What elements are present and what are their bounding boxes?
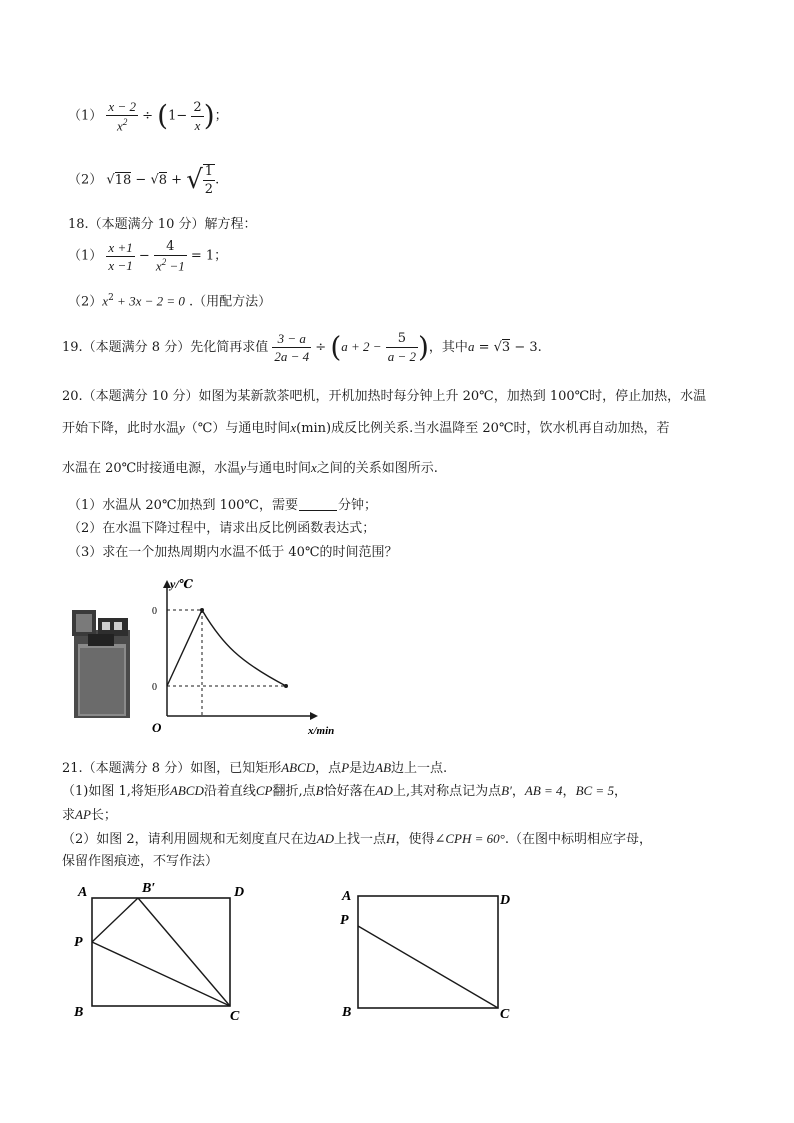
temperature-graph	[140, 574, 340, 740]
figure-1	[66, 878, 256, 1028]
label-D: D	[500, 893, 511, 908]
y-axis-label: y/℃	[170, 577, 194, 591]
fraction: $\frac{2}{x}$	[193, 99, 202, 133]
q18-item1: （1） $\frac{x +1}{x -1}$ − $\frac{4}{x^2 -1}$ = 1；	[68, 239, 228, 274]
q20-line1: 20.（本题满分 10 分）如图为某新款茶吧机，开机加热时每分钟上升 20℃，加热到 100℃时，停止加热，水温	[62, 389, 707, 404]
q20-sub3: （3）求在一个加热周期内水温不低于 40℃的时间范围？	[68, 545, 398, 560]
answer-blank[interactable]	[299, 498, 337, 511]
segment-pbprime	[92, 898, 138, 942]
q21-line2: （1)如图 1,将矩形ABCD沿着直线CP翻折,点B恰好落在AD上,其对称点记为点B′，AB = 4，BC = 5，	[62, 783, 627, 799]
label-Bprime: B′	[142, 881, 156, 896]
rectangle-abcd	[358, 896, 498, 1008]
fraction: $\frac{x +1}{x -1}$	[108, 239, 133, 273]
tick-label-high: 0	[152, 606, 157, 617]
tea-machine-image	[68, 604, 138, 720]
fraction: $\frac{1}{2}$	[204, 164, 214, 197]
q21-line5: 保留作图痕迹，不写作法）	[62, 854, 219, 869]
label-B: B	[342, 1005, 352, 1020]
label-P: P	[74, 935, 83, 950]
q21-line4: （2）如图 2，请利用圆规和无刻度直尺在边AD上找一点H，使得∠CPH = 60°.（在图中标明相应字母，	[62, 831, 652, 847]
q18-item2: $(2)x^2 + 3x - 2 = 0$ .（用配方法）	[68, 293, 272, 310]
label-C: C	[500, 1007, 510, 1022]
p17-item1: （1） $\frac{x - 2}{x^2}$ ÷ (1− $\frac{2}{x}$ )；	[68, 99, 228, 134]
segment-pc	[358, 926, 498, 1008]
p17-item2: （2） √18 − √8 + √ $\frac{1}{2}$ .	[68, 164, 220, 197]
q20-sub2: （2）在水温下降过程中，请求出反比例函数表达式；	[68, 521, 376, 536]
q21-line3: 求AP长；	[62, 807, 117, 823]
figure-2	[336, 880, 526, 1030]
segment-pc	[92, 942, 230, 1006]
label-A: A	[78, 885, 88, 900]
cooling-curve	[202, 610, 286, 686]
label-C: C	[230, 1009, 240, 1024]
q20-sub1: （1）水温从 20℃加热到 100℃，需要 分钟；	[68, 498, 377, 513]
q19: 19.（本题满分 8 分）先化简再求值 $\frac{3 - a}{2a - 4}$ ÷ (a + 2 − $\frac{5}{a - 2}$ )，其中a = √3 − 3.	[62, 330, 542, 364]
label-D: D	[234, 885, 245, 900]
label-P: P	[340, 913, 349, 928]
x-axis-arrow	[310, 712, 318, 720]
label-A: A	[342, 889, 352, 904]
fraction: $\frac{3 - a}{2a - 4}$	[274, 331, 310, 364]
sqrt-half: √	[186, 165, 203, 195]
label-B: B	[74, 1005, 84, 1020]
origin-label: O	[152, 720, 162, 735]
heating-line	[167, 610, 202, 686]
q20-line2: 开始下降，此时水温y（℃）与通电时间x(min)成反比例关系.当水温降至 20℃时，饮水机再自动加热，若	[62, 420, 670, 436]
sqrt-8: √8	[150, 172, 168, 188]
q20-line3: 水温在 20℃时接通电源，水温y与通电时间x之间的关系如图所示.	[62, 460, 438, 476]
segment-bprimec	[138, 898, 230, 1006]
x-axis-label: x/min	[308, 725, 335, 737]
tick-label-low: 0	[152, 682, 157, 693]
fraction: $\frac{5}{a - 2}$	[387, 331, 416, 364]
q18-title: 18.（本题满分 10 分）解方程：	[68, 217, 257, 232]
fraction: $\frac{4}{x^2 -1}$	[155, 239, 185, 274]
sqrt-18: √18	[106, 172, 132, 188]
q21-line1: 21.（本题满分 8 分）如图，已知矩形ABCD，点P是边AB边上一点.	[62, 760, 448, 776]
fraction: $\frac{x - 2}{x^2}$	[108, 99, 136, 134]
